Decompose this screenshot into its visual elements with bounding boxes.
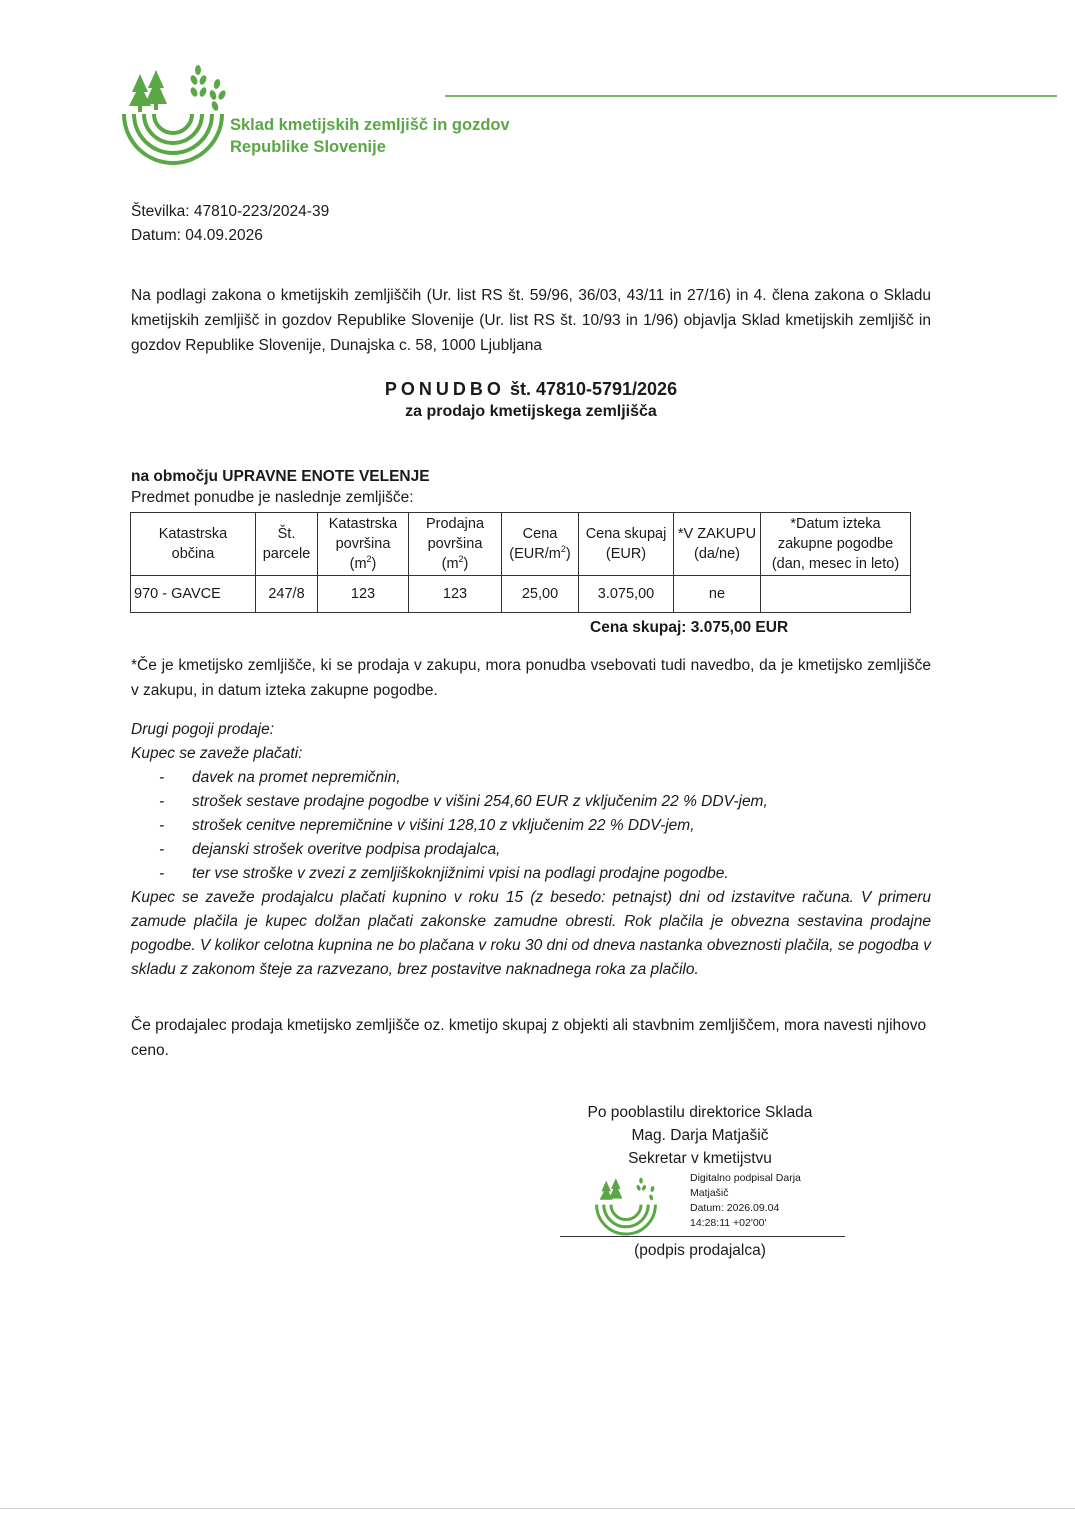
objects-paragraph: Če prodajalec prodaja kmetijsko zemljišče oz. kmetijo skupaj z objekti ali stavbnim zemljiščem, mora navesti njihovo ceno. (131, 1017, 927, 1059)
header-datum-izteka: *Datum izteka zakupne pogodbe (dan, mesec in leto) (761, 513, 911, 576)
offer-subtitle: za prodajo kmetijskega zemljišča (405, 403, 657, 420)
parcel-table (130, 512, 911, 613)
area-line (131, 468, 430, 486)
digital-signature-stamp (690, 1171, 801, 1231)
header-rule (445, 95, 1057, 97)
cell-prod-povrsina: 123 (409, 576, 502, 613)
header-prodajna-povrsina: Prodajna površina $(m^2)$ (409, 513, 502, 576)
list-item: - strošek cenitve nepremičnine v višini 128,10 z vključenim 22 % DDV-jem, (131, 814, 931, 838)
signature-label: (podpis prodajalca) (634, 1242, 766, 1259)
list-item: - davek na promet nepremičnin, (131, 766, 931, 790)
sale-conditions (131, 718, 931, 982)
list-item: - ter vse stroške v zvezi z zemljiškoknjižnimi vpisi na podlagi prodajne pogodbe. (131, 862, 931, 886)
cost-list (131, 766, 931, 886)
digi-line: 14:28:11 +02'00' (690, 1217, 767, 1229)
offer-word: PONUDBO (384, 379, 505, 399)
area-prefix: na območju (131, 468, 218, 485)
header-katastrska-povrsina: Katastrska površina $(m^2)$ (318, 513, 409, 576)
signature-logo-icon (593, 1172, 659, 1242)
document-meta (131, 200, 329, 248)
signature-line-3: Sekretar v kmetijstvu (628, 1150, 772, 1167)
signature-line-2: Mag. Darja Matjašič (631, 1127, 769, 1144)
header-cena-skupaj: Cena skupaj (EUR) (579, 513, 674, 576)
digi-line: Datum: 2026.09.04 (690, 1202, 780, 1214)
signature-block (540, 1101, 860, 1170)
table-header-row (131, 513, 911, 576)
org-line-2: Republike Slovenije (230, 138, 386, 156)
total-price: Cena skupaj: 3.075,00 EUR (590, 619, 789, 636)
page-bottom-rule (0, 1508, 1075, 1509)
cell-cena: 25,00 (502, 576, 579, 613)
digi-line: Digitalno podpisal Darja (690, 1172, 801, 1184)
document-date: Datum: 04.09.2026 (131, 227, 263, 244)
subject-line: Predmet ponudbe je naslednje zemljišče: (131, 489, 414, 506)
area-name: UPRAVNE ENOTE VELENJE (222, 468, 430, 485)
cell-kat-povrsina: 123 (318, 576, 409, 613)
digi-line: Matjašič (690, 1187, 729, 1199)
list-item: - strošek sestave prodajne pogodbe v višini 254,60 EUR z vključenim 22 % DDV-jem, (131, 790, 931, 814)
offer-title (131, 376, 931, 402)
organization-name (230, 114, 510, 158)
cell-ko: 970 - GAVCE (131, 576, 256, 613)
lease-note: *Če je kmetijsko zemljišče, ki se prodaja v zakupu, mora ponudba vsebovati tudi navedbo, da je kmetijsko zemljišče v zakupu, in datum izteka zakupne pogodbe. (131, 657, 931, 699)
offer-number: št. 47810-5791/2026 (509, 379, 678, 399)
header-v-zakupu: *V ZAKUPU (da/ne) (674, 513, 761, 576)
cell-zakup: ne (674, 576, 761, 613)
list-item: - dejanski strošek overitve podpisa prodajalca, (131, 838, 931, 862)
header-cena: Cena $(EUR/m^2)$ (502, 513, 579, 576)
document-number: Številka: 47810-223/2024-39 (131, 203, 330, 220)
cell-parcela: 247/8 (256, 576, 318, 613)
conditions-heading: Drugi pogoji prodaje: (131, 721, 275, 738)
signature-rule (560, 1236, 845, 1237)
header-st-parcele: Št. parcele (256, 513, 318, 576)
table-row (131, 576, 911, 613)
payment-paragraph: Kupec se zaveže prodajalcu plačati kupnino v roku 15 (z besedo: petnajst) dni od izstavitve računa. V primeru zamude plačila je kupec dolžan plačati zakonske zamudne obresti. Rok plačila je obvezna sestavina prodajne pogodbe. V kolikor celotna kupnina ne bo plačana v roku 30 dni od dneva nastanka obveznosti plačila, se pogodba v skladu z zakonom šteje za razvezano, brez postavitve naknadnega roka za plačilo. (131, 889, 931, 978)
buyer-obligations-heading: Kupec se zaveže plačati: (131, 745, 303, 762)
fund-logo (118, 62, 228, 174)
header-katastrska-obcina: Katastrska občina (131, 513, 256, 576)
signature-line-1: Po pooblastilu direktorice Sklada (587, 1104, 813, 1121)
cell-datum-izteka (761, 576, 911, 613)
cell-cena-skupaj: 3.075,00 (579, 576, 674, 613)
org-line-1: Sklad kmetijskih zemljišč in gozdov (230, 116, 510, 134)
intro-paragraph: Na podlagi zakona o kmetijskih zemljiščih (Ur. list RS št. 59/96, 36/03, 43/11 in 27/16) in 4. člena zakona o Skladu kmetijskih zemljišč in gozdov Republike Slovenije (Ur. list RS št. 10/93 in 1/96) objavlja Sklad kmetijskih zemljišč in gozdov Republike Slovenije, Dunajska c. 58, 1000 Ljubljana (131, 287, 931, 354)
